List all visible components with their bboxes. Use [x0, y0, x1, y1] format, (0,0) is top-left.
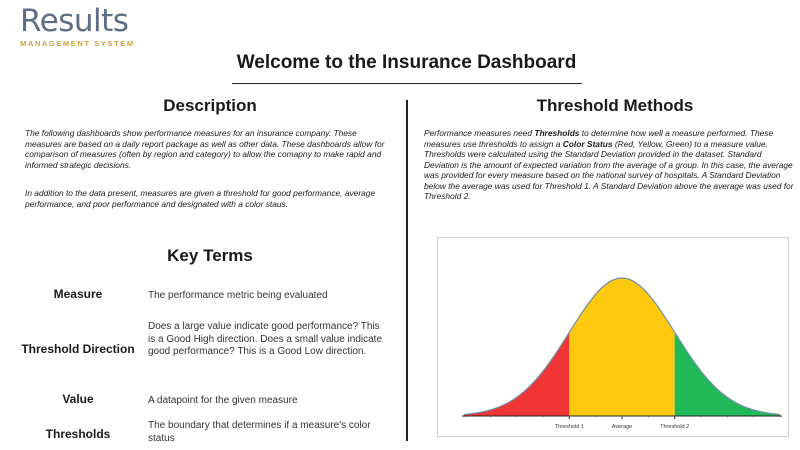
key-term-thresholds: Thresholds — [45, 427, 111, 441]
key-term-threshold-direction-definition: Does a large value indicate good performance? This is a Good High direction. Does a small value indicate good performance? This is a Good Low direction. — [148, 321, 383, 357]
threshold-methods-paragraph — [424, 128, 796, 202]
red-region — [464, 332, 569, 416]
threshold-bold-thresholds: Thresholds — [534, 128, 580, 138]
key-term-measure-definition: The performance metric being evaluated — [148, 290, 328, 301]
axis-tick-labels — [555, 424, 689, 430]
axis-tick-label: Threshold 2 — [660, 424, 690, 430]
key-terms-heading: Key Terms — [167, 246, 253, 265]
threshold-text-2: to determine how well a measure performed. These measures use thresholds to assign a — [424, 128, 774, 149]
key-term-value: Value — [62, 392, 94, 406]
description-paragraph-2: In addition to the data present, measures are given a threshold for good performance, average performance, and poor performance and designated with a color staus. — [25, 188, 376, 209]
threshold-text-3: (Red, Yellow, Green) to a measure value. Thresholds were calculated using the Standard Deviation provided in the dataset. Standard Deviation is the amount of expected variation from the average of a group. In this case, the average was provided for every measure based on the national survey of hospitals. A Standard Deviation below the average was used for Threshold 1. A Standard Deviation above the average was used for Threshold 2. — [424, 138, 794, 201]
key-term-measure: Measure — [53, 287, 103, 301]
column-divider — [406, 100, 408, 441]
key-term-value-definition: A datapoint for the given measure — [148, 395, 298, 406]
yellow-region — [569, 278, 674, 416]
logo-wordmark: Results — [20, 3, 129, 39]
threshold-bold-color-status: Color Status — [562, 138, 613, 149]
logo-subtitle: MANAGEMENT SYSTEM — [20, 39, 135, 48]
title-underline — [232, 83, 582, 84]
description-paragraph-1: The following dashboards show performance measures for an insurance company. These measures are based on a daily report package as well as other data. These dashboards allow for comparison of measures (often by region and category) to allow the comapny to make rapid and informed strategic decisions. — [25, 128, 385, 170]
green-region — [675, 332, 780, 416]
threshold-methods-heading: Threshold Methods — [536, 96, 694, 115]
logo — [20, 4, 135, 48]
key-term-thresholds-definition: The boundary that determines if a measure's color status — [148, 420, 371, 444]
bell-curve-chart — [437, 237, 789, 437]
axis-tick-label: Threshold 1 — [554, 424, 584, 430]
threshold-text-1: Performance measures need — [424, 128, 535, 138]
description-heading: Description — [163, 96, 257, 115]
axis-tick-label: Average — [611, 424, 633, 430]
key-term-threshold-direction: Threshold Direction — [21, 342, 135, 356]
page-title: Welcome to the Insurance Dashboard — [236, 52, 577, 73]
